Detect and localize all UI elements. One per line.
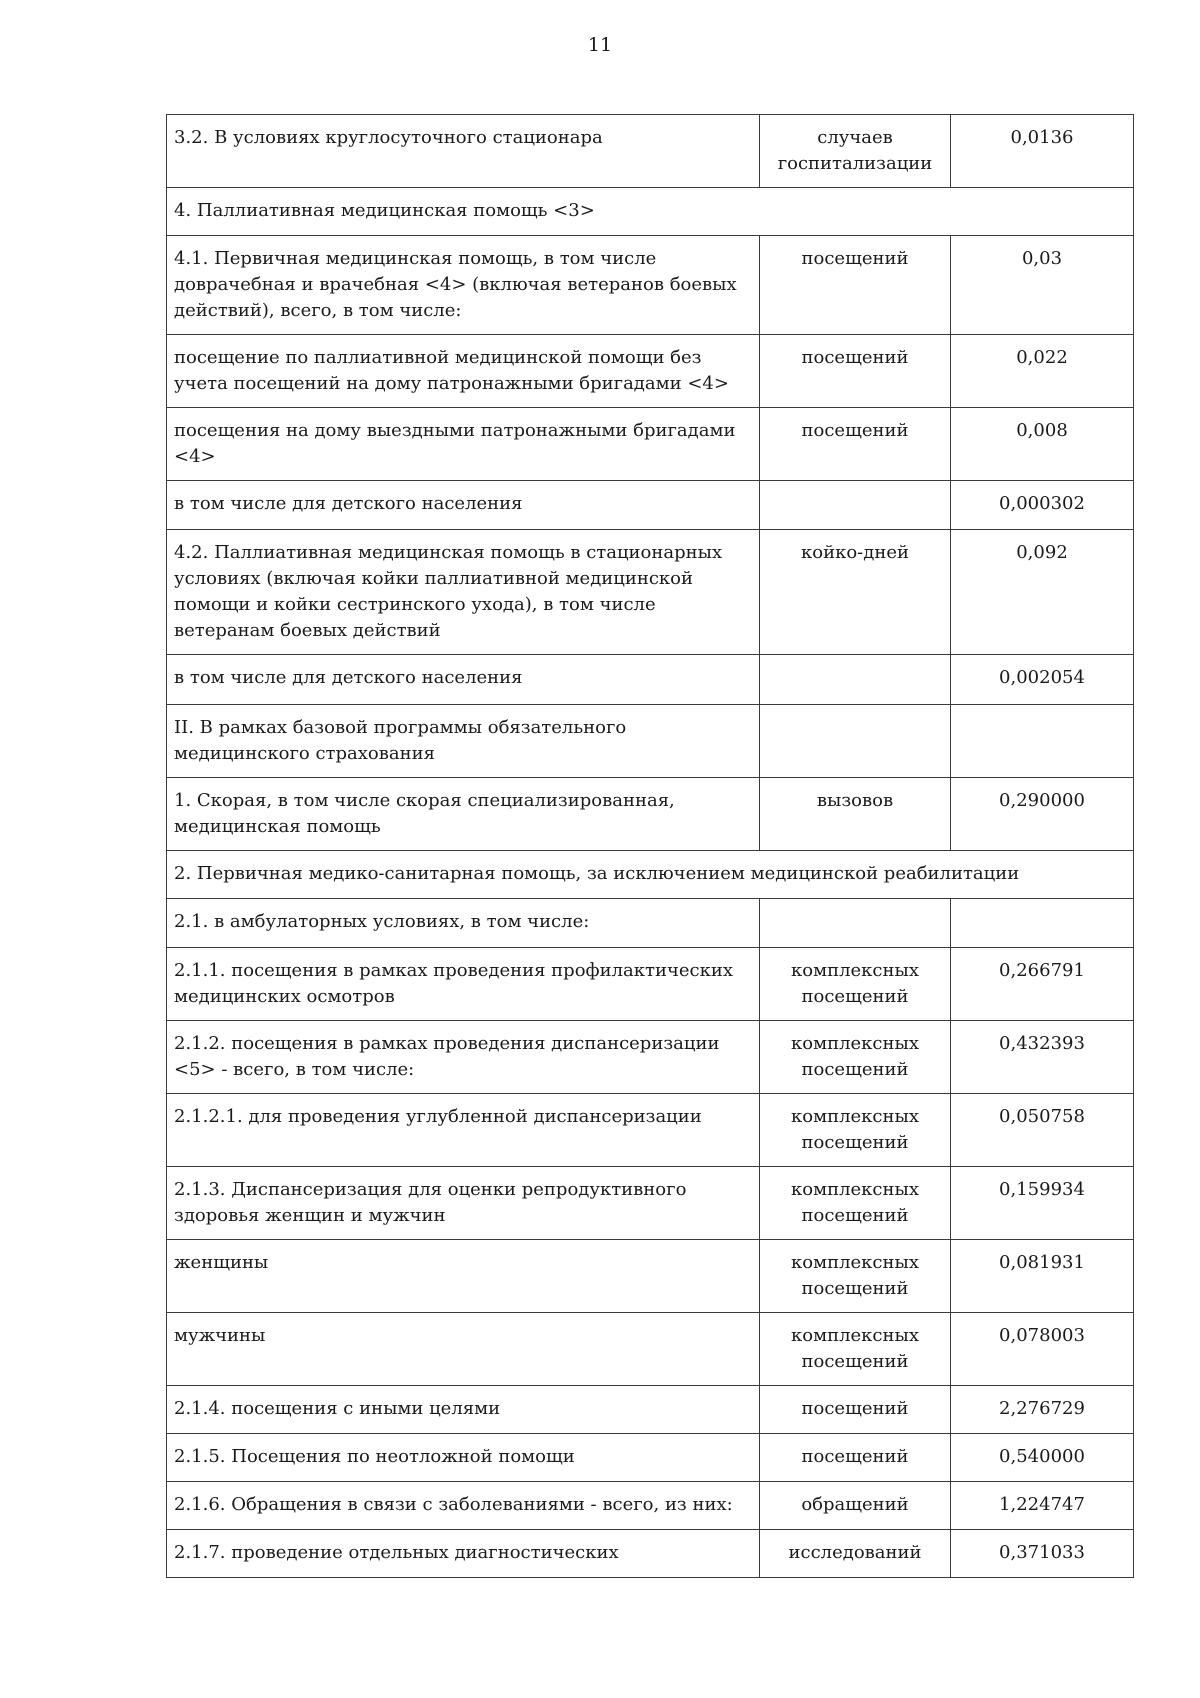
table-row: [167, 408, 1134, 481]
indicator-name-cell: 2.1. в амбулаторных условиях, в том числе:: [167, 899, 760, 948]
table-row: [167, 115, 1134, 188]
norm-value-cell: [951, 899, 1134, 948]
table-row: [167, 778, 1134, 851]
norm-value-cell: 0,159934: [951, 1167, 1134, 1240]
unit-cell: комплексных посещений: [760, 1021, 951, 1094]
table-row: [167, 899, 1134, 948]
table-row: [167, 236, 1134, 335]
norm-value-cell: 1,224747: [951, 1482, 1134, 1530]
section-heading-cell: 4. Паллиативная медицинская помощь <3>: [167, 188, 1134, 236]
indicator-name-cell: 2.1.5. Посещения по неотложной помощи: [167, 1434, 760, 1482]
table-row: [167, 188, 1134, 236]
unit-cell: посещений: [760, 1386, 951, 1434]
unit-cell: вызовов: [760, 778, 951, 851]
table-row: [167, 1167, 1134, 1240]
unit-cell: [760, 655, 951, 705]
indicator-name-cell: 4.1. Первичная медицинская помощь, в том числе доврачебная и врачебная <4> (включая ветеранов боевых действий), всего, в том числе:: [167, 236, 760, 335]
unit-cell: [760, 481, 951, 530]
unit-cell: посещений: [760, 236, 951, 335]
table-row: [167, 1313, 1134, 1386]
norm-value-cell: 0,008: [951, 408, 1134, 481]
norm-value-cell: 0,050758: [951, 1094, 1134, 1167]
unit-cell: посещений: [760, 1434, 951, 1482]
norm-value-cell: 0,078003: [951, 1313, 1134, 1386]
norm-value-cell: 0,000302: [951, 481, 1134, 530]
norm-value-cell: 2,276729: [951, 1386, 1134, 1434]
unit-cell: посещений: [760, 335, 951, 408]
table-row: [167, 1530, 1134, 1578]
unit-cell: комплексных посещений: [760, 948, 951, 1021]
norm-value-cell: 0,290000: [951, 778, 1134, 851]
table-row: [167, 335, 1134, 408]
indicator-name-cell: 3.2. В условиях круглосуточного стационара: [167, 115, 760, 188]
norm-value-cell: 0,081931: [951, 1240, 1134, 1313]
norm-value-cell: 0,266791: [951, 948, 1134, 1021]
indicator-name-cell: 2.1.3. Диспансеризация для оценки репродуктивного здоровья женщин и мужчин: [167, 1167, 760, 1240]
norms-table: [166, 114, 1134, 1578]
indicator-name-cell: 2.1.7. проведение отдельных диагностических: [167, 1530, 760, 1578]
indicator-name-cell: в том числе для детского населения: [167, 481, 760, 530]
indicator-name-cell: 1. Скорая, в том числе скорая специализированная, медицинская помощь: [167, 778, 760, 851]
table-row: [167, 851, 1134, 899]
indicator-name-cell: 2.1.4. посещения с иными целями: [167, 1386, 760, 1434]
unit-cell: комплексных посещений: [760, 1313, 951, 1386]
indicator-name-cell: II. В рамках базовой программы обязательного медицинского страхования: [167, 705, 760, 778]
indicator-name-cell: женщины: [167, 1240, 760, 1313]
table-row: [167, 1240, 1134, 1313]
table-row: [167, 655, 1134, 705]
indicator-name-cell: 2.1.6. Обращения в связи с заболеваниями - всего, из них:: [167, 1482, 760, 1530]
unit-cell: исследований: [760, 1530, 951, 1578]
norm-value-cell: [951, 705, 1134, 778]
norm-value-cell: 0,002054: [951, 655, 1134, 705]
unit-cell: комплексных посещений: [760, 1094, 951, 1167]
norm-value-cell: 0,092: [951, 530, 1134, 655]
table-row: [167, 530, 1134, 655]
indicator-name-cell: 2.1.2. посещения в рамках проведения диспансеризации <5> - всего, в том числе:: [167, 1021, 760, 1094]
table-row: [167, 1021, 1134, 1094]
norm-value-cell: 0,540000: [951, 1434, 1134, 1482]
norm-value-cell: 0,0136: [951, 115, 1134, 188]
unit-cell: койко-дней: [760, 530, 951, 655]
unit-cell: [760, 899, 951, 948]
unit-cell: [760, 705, 951, 778]
unit-cell: обращений: [760, 1482, 951, 1530]
unit-cell: случаев госпитализации: [760, 115, 951, 188]
table-row: [167, 1094, 1134, 1167]
norm-value-cell: 0,022: [951, 335, 1134, 408]
norm-value-cell: 0,03: [951, 236, 1134, 335]
unit-cell: комплексных посещений: [760, 1167, 951, 1240]
table-row: [167, 481, 1134, 530]
table-row: [167, 1482, 1134, 1530]
table-row: [167, 948, 1134, 1021]
indicator-name-cell: посещение по паллиативной медицинской помощи без учета посещений на дому патронажными бригадами <4>: [167, 335, 760, 408]
page-number: 11: [587, 34, 613, 56]
unit-cell: комплексных посещений: [760, 1240, 951, 1313]
indicator-name-cell: 4.2. Паллиативная медицинская помощь в стационарных условиях (включая койки паллиативной медицинской помощи и койки сестринского ухода), в том числе ветеранам боевых действий: [167, 530, 760, 655]
section-heading-cell: 2. Первичная медико-санитарная помощь, за исключением медицинской реабилитации: [167, 851, 1134, 899]
table-row: [167, 1386, 1134, 1434]
table-row: [167, 705, 1134, 778]
indicator-name-cell: 2.1.2.1. для проведения углубленной диспансеризации: [167, 1094, 760, 1167]
unit-cell: посещений: [760, 408, 951, 481]
indicator-name-cell: в том числе для детского населения: [167, 655, 760, 705]
norm-value-cell: 0,371033: [951, 1530, 1134, 1578]
norm-value-cell: 0,432393: [951, 1021, 1134, 1094]
norms-table-body: [167, 115, 1134, 1578]
indicator-name-cell: 2.1.1. посещения в рамках проведения профилактических медицинских осмотров: [167, 948, 760, 1021]
table-row: [167, 1434, 1134, 1482]
indicator-name-cell: мужчины: [167, 1313, 760, 1386]
indicator-name-cell: посещения на дому выездными патронажными бригадами <4>: [167, 408, 760, 481]
